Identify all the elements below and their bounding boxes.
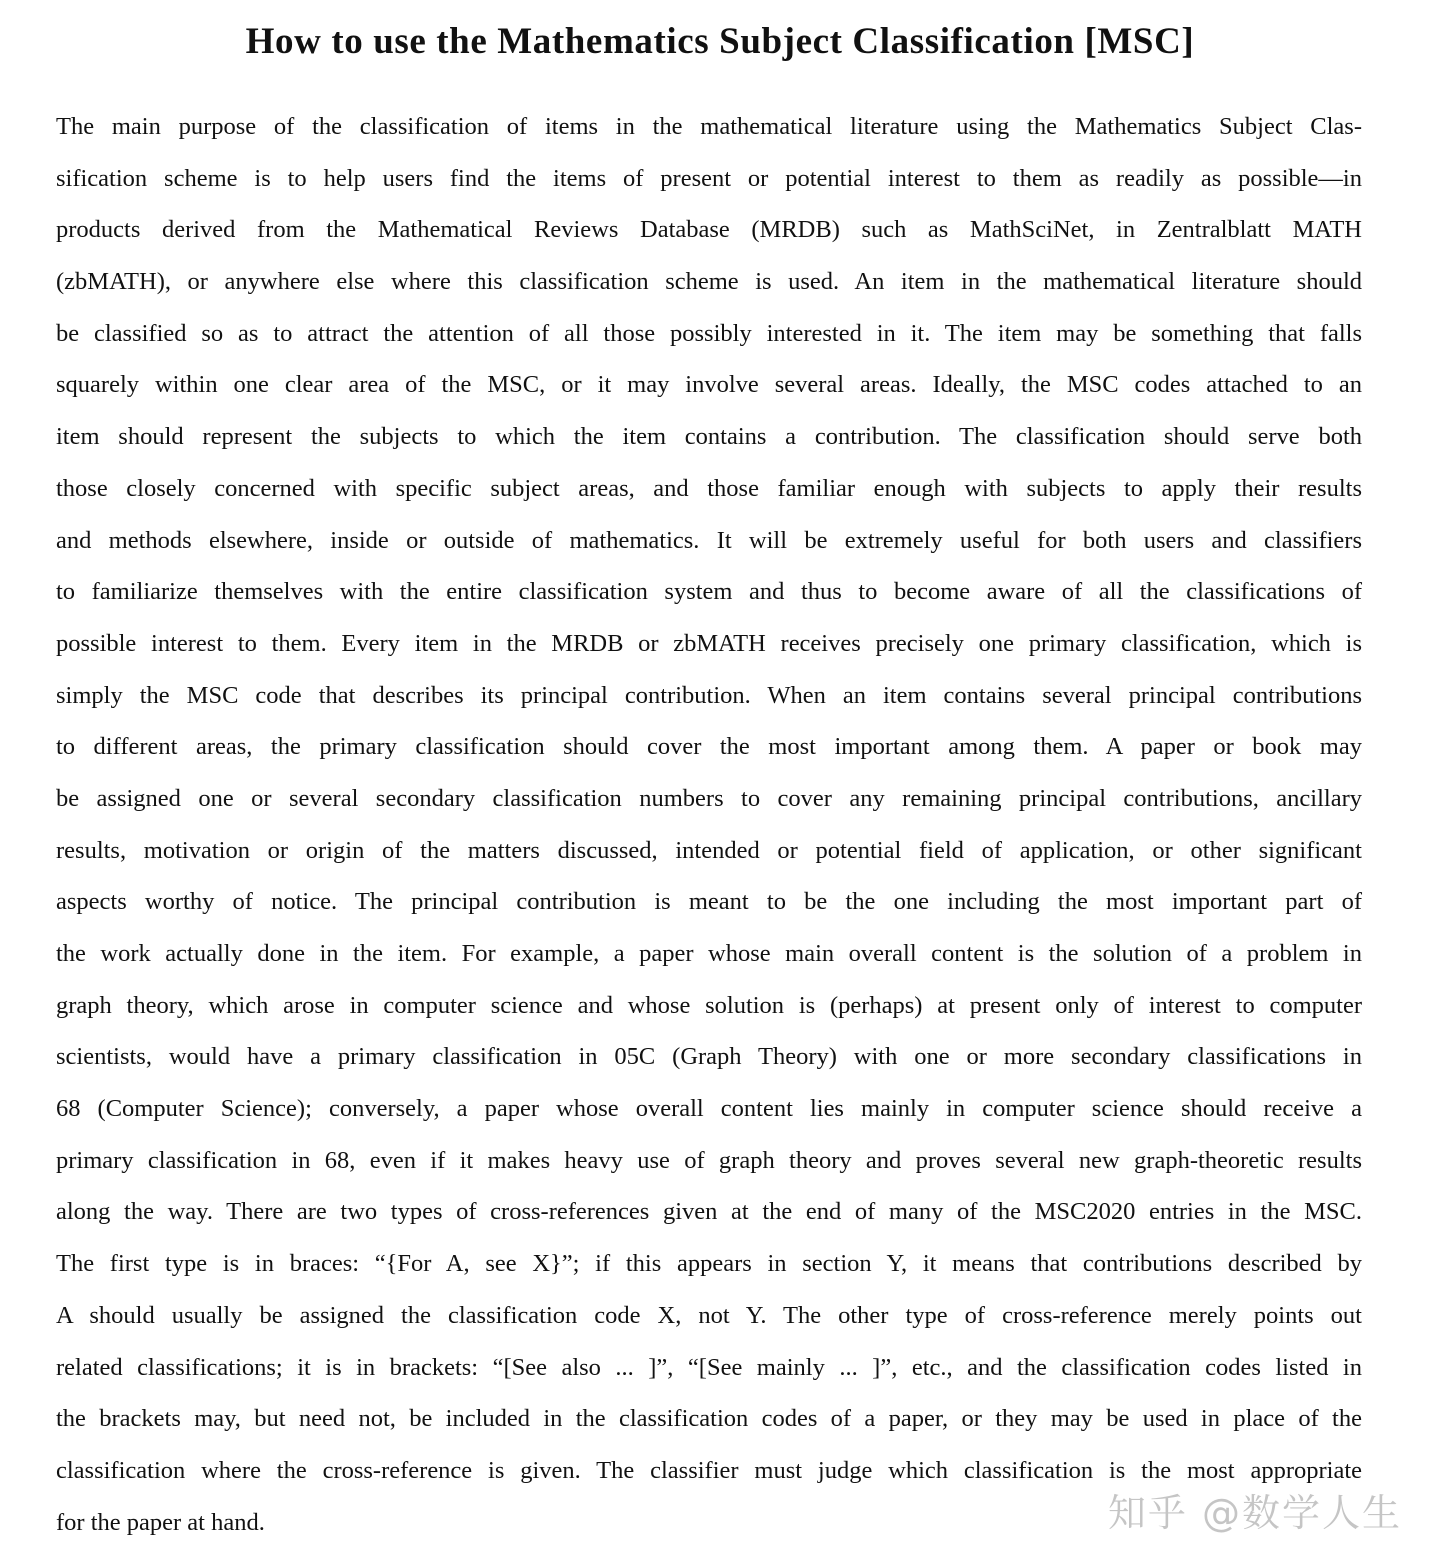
paragraph-line: classification where the cross-reference is given. The classifier must judge which classification is the most appropriate xyxy=(56,1456,1362,1484)
paragraph-line: the work actually done in the item. For example, a paper whose main overall content is the solution of a problem in xyxy=(56,940,1362,967)
paragraph-line: The main purpose of the classification of items in the mathematical literature using the Mathematics Subject Clas- xyxy=(56,113,1362,140)
paragraph-line: possible interest to them. Every item in the MRDB or zbMATH receives precisely one primary classification, which is xyxy=(56,629,1362,657)
paragraph-line: be assigned one or several secondary classification numbers to cover any remaining principal contributions, ancillary xyxy=(56,784,1362,812)
body-paragraph xyxy=(56,101,1362,1548)
paragraph-line: graph theory, which arose in computer science and whose solution is (perhaps) at present only of interest to computer xyxy=(56,991,1362,1019)
paragraph-line: related classifications; it is in brackets: “[See also ... ]”, “[See mainly ... ]”, etc., and the classification codes listed in xyxy=(56,1353,1362,1381)
paragraph-line: be classified so as to attract the attention of all those possibly interested in it. The item may be something that falls xyxy=(56,319,1362,347)
paragraph-line: for the paper at hand. xyxy=(56,1508,265,1536)
paragraph-line: the brackets may, but need not, be included in the classification codes of a paper, or they may be used in place of the xyxy=(56,1405,1362,1433)
paragraph-line: along the way. There are two types of cross-references given at the end of many of the MSC2020 entries in the MSC. xyxy=(56,1198,1362,1226)
paragraph-line: aspects worthy of notice. The principal contribution is meant to be the one including the most important part of xyxy=(56,888,1362,916)
paragraph-line: The first type is in braces: “{For A, see X}”; if this appears in section Y, it means that contributions described by xyxy=(56,1250,1362,1278)
paragraph-line: (zbMATH), or anywhere else where this classification scheme is used. An item in the mathematical literature should xyxy=(56,268,1362,296)
watermark: 知乎 @数学人生 xyxy=(1107,1491,1402,1535)
paragraph-line: scientists, would have a primary classification in 05C (Graph Theory) with one or more secondary classifications in xyxy=(56,1043,1362,1071)
paragraph-line: A should usually be assigned the classification code X, not Y. The other type of cross-reference merely points out xyxy=(56,1301,1362,1329)
paragraph-line: to familiarize themselves with the entire classification system and thus to become aware of all the classifications of xyxy=(56,578,1362,606)
paragraph-line: those closely concerned with specific subject areas, and those familiar enough with subjects to apply their results xyxy=(56,474,1362,502)
paragraph-line: results, motivation or origin of the matters discussed, intended or potential field of application, or other significant xyxy=(56,836,1362,864)
paragraph-line: and methods elsewhere, inside or outside of mathematics. It will be extremely useful for both users and classifiers xyxy=(56,526,1362,554)
paragraph-line: simply the MSC code that describes its principal contribution. When an item contains several principal contributions xyxy=(56,681,1362,709)
paragraph-line: sification scheme is to help users find the items of present or potential interest to them as readily as possible—in xyxy=(56,164,1362,192)
paragraph-line: to different areas, the primary classification should cover the most important among them. A paper or book may xyxy=(56,733,1362,761)
paragraph-line: item should represent the subjects to which the item contains a contribution. The classification should serve both xyxy=(56,423,1362,451)
paragraph-line: primary classification in 68, even if it makes heavy use of graph theory and proves several new graph-theoretic results xyxy=(56,1146,1362,1174)
paragraph-line: squarely within one clear area of the MSC, or it may involve several areas. Ideally, the MSC codes attached to an xyxy=(56,371,1362,399)
paragraph-line: products derived from the Mathematical Reviews Database (MRDB) such as MathSciNet, in Zentralblatt MATH xyxy=(56,216,1362,244)
page-title: How to use the Mathematics Subject Classification [MSC] xyxy=(245,21,1195,62)
paragraph-line: 68 (Computer Science); conversely, a paper whose overall content lies mainly in computer science should receive a xyxy=(56,1095,1362,1123)
